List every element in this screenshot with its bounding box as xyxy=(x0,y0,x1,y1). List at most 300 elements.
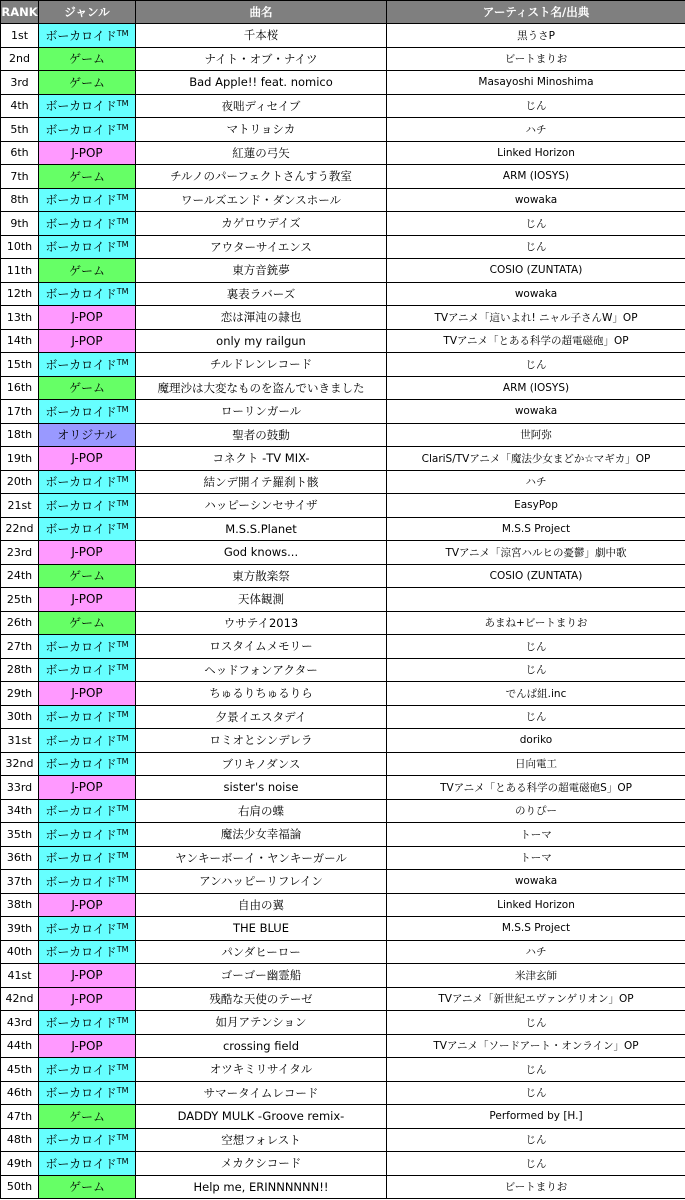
rank-cell: 18th xyxy=(1,423,39,447)
trademark-mark: TM xyxy=(116,287,129,297)
source-cell: じん xyxy=(387,705,685,729)
title-cell: ロミオとシンデレラ xyxy=(136,729,387,753)
rank-cell: 17th xyxy=(1,400,39,424)
genre-cell xyxy=(39,376,136,400)
genre-cell xyxy=(39,118,136,142)
genre-label: ゲーム xyxy=(68,569,105,584)
genre-cell xyxy=(39,611,136,635)
trademark-mark: TM xyxy=(116,663,129,673)
source-cell: ハチ xyxy=(387,470,685,494)
genre-label: ゲーム xyxy=(68,1109,105,1124)
table-row xyxy=(1,1152,685,1176)
source-cell: じん xyxy=(387,212,685,236)
title-cell: God knows... xyxy=(136,541,387,565)
table-row xyxy=(1,635,685,659)
genre-label: ゲーム xyxy=(68,263,105,278)
genre-cell xyxy=(39,940,136,964)
title-cell: 如月アテンション xyxy=(136,1011,387,1035)
genre-cell xyxy=(39,987,136,1011)
genre-label: ボーカロイド xyxy=(45,122,117,137)
genre-label: ボーカロイド xyxy=(45,921,117,936)
rank-cell: 8th xyxy=(1,188,39,212)
rank-cell: 42nd xyxy=(1,987,39,1011)
title-cell: マトリョシカ xyxy=(136,118,387,142)
rank-cell: 23rd xyxy=(1,541,39,565)
table-row xyxy=(1,729,685,753)
trademark-mark: TM xyxy=(116,710,129,720)
rank-cell: 39th xyxy=(1,917,39,941)
source-cell xyxy=(387,588,685,612)
trademark-mark: TM xyxy=(116,945,129,955)
table-row xyxy=(1,212,685,236)
source-cell: M.S.S Project xyxy=(387,917,685,941)
genre-cell xyxy=(39,259,136,283)
title-cell: sister's noise xyxy=(136,776,387,800)
source-cell: TVアニメ「這いよれ! ニャル子さんW」OP xyxy=(387,306,685,330)
source-cell: のりぴー xyxy=(387,799,685,823)
genre-cell xyxy=(39,1128,136,1152)
table-row xyxy=(1,1011,685,1035)
rank-cell: 33rd xyxy=(1,776,39,800)
rank-cell: 40th xyxy=(1,940,39,964)
trademark-mark: TM xyxy=(116,240,129,250)
source-cell: COSIO (ZUNTATA) xyxy=(387,259,685,283)
table-row xyxy=(1,658,685,682)
trademark-mark: TM xyxy=(116,874,129,884)
genre-cell xyxy=(39,1175,136,1199)
table-row xyxy=(1,564,685,588)
table-row xyxy=(1,940,685,964)
genre-label: J-POP xyxy=(71,686,103,701)
rank-cell: 20th xyxy=(1,470,39,494)
table-row xyxy=(1,188,685,212)
trademark-mark: TM xyxy=(116,1133,129,1143)
source-cell: Performed by [H.] xyxy=(387,1105,685,1129)
source-cell: wowaka xyxy=(387,870,685,894)
table-row xyxy=(1,964,685,988)
genre-cell xyxy=(39,188,136,212)
genre-cell xyxy=(39,306,136,330)
table-row xyxy=(1,517,685,541)
source-cell: あまね+ビートまりお xyxy=(387,611,685,635)
rank-cell: 50th xyxy=(1,1175,39,1199)
genre-cell xyxy=(39,423,136,447)
rank-cell: 34th xyxy=(1,799,39,823)
table-row xyxy=(1,1105,685,1129)
header-title: 曲名 xyxy=(136,1,387,24)
header-rank: RANK xyxy=(1,1,39,24)
source-cell: TVアニメ「とある科学の超電磁砲」OP xyxy=(387,329,685,353)
table-row xyxy=(1,1128,685,1152)
rank-cell: 29th xyxy=(1,682,39,706)
genre-label: J-POP xyxy=(71,897,103,912)
title-cell: パンダヒーロー xyxy=(136,940,387,964)
genre-cell xyxy=(39,776,136,800)
genre-cell xyxy=(39,917,136,941)
source-cell: wowaka xyxy=(387,188,685,212)
table-row xyxy=(1,1034,685,1058)
title-cell: ロスタイムメモリー xyxy=(136,635,387,659)
rank-cell: 25th xyxy=(1,588,39,612)
table-row xyxy=(1,917,685,941)
title-cell: ちゅるりちゅるりら xyxy=(136,682,387,706)
title-cell: オツキミリサイタル xyxy=(136,1058,387,1082)
rank-cell: 35th xyxy=(1,823,39,847)
source-cell: トーマ xyxy=(387,823,685,847)
rank-cell: 43rd xyxy=(1,1011,39,1035)
genre-label: ボーカロイド xyxy=(45,1015,117,1030)
title-cell: 魔法少女幸福論 xyxy=(136,823,387,847)
title-cell: ハッピーシンセサイザ xyxy=(136,494,387,518)
source-cell: じん xyxy=(387,235,685,259)
genre-cell xyxy=(39,1105,136,1129)
title-cell: アンハッピーリフレイン xyxy=(136,870,387,894)
genre-label: J-POP xyxy=(71,310,103,325)
title-cell: ローリンガール xyxy=(136,400,387,424)
source-cell: ハチ xyxy=(387,940,685,964)
source-cell: TVアニメ「涼宮ハルヒの憂鬱」劇中歌 xyxy=(387,541,685,565)
source-cell: EasyPop xyxy=(387,494,685,518)
genre-cell xyxy=(39,964,136,988)
genre-cell xyxy=(39,329,136,353)
source-cell: ビートまりお xyxy=(387,1175,685,1199)
table-row xyxy=(1,141,685,165)
trademark-mark: TM xyxy=(116,404,129,414)
table-row xyxy=(1,376,685,400)
genre-cell xyxy=(39,1081,136,1105)
title-cell: 東方散楽祭 xyxy=(136,564,387,588)
genre-label: ゲーム xyxy=(68,52,105,67)
source-cell: ビートまりお xyxy=(387,47,685,71)
genre-label: J-POP xyxy=(71,1038,103,1053)
rank-cell: 14th xyxy=(1,329,39,353)
rank-cell: 48th xyxy=(1,1128,39,1152)
genre-cell xyxy=(39,870,136,894)
trademark-mark: TM xyxy=(116,733,129,743)
source-cell: じん xyxy=(387,1058,685,1082)
source-cell: TVアニメ「新世紀エヴァンゲリオン」OP xyxy=(387,987,685,1011)
title-cell: 千本桜 xyxy=(136,24,387,48)
source-cell: Linked Horizon xyxy=(387,893,685,917)
rank-cell: 30th xyxy=(1,705,39,729)
title-cell: ブリキノダンス xyxy=(136,752,387,776)
genre-label: ゲーム xyxy=(68,1180,105,1195)
genre-label: ゲーム xyxy=(68,75,105,90)
table-row xyxy=(1,235,685,259)
table-row xyxy=(1,682,685,706)
title-cell: M.S.S.Planet xyxy=(136,517,387,541)
title-cell: 空想フォレスト xyxy=(136,1128,387,1152)
rank-cell: 41st xyxy=(1,964,39,988)
header-genre: ジャンル xyxy=(39,1,136,24)
trademark-mark: TM xyxy=(116,28,129,38)
genre-label: ボーカロイド xyxy=(45,287,117,302)
table-row xyxy=(1,353,685,377)
trademark-mark: TM xyxy=(116,522,129,532)
ranking-rows xyxy=(1,24,685,1199)
title-cell: サマータイムレコード xyxy=(136,1081,387,1105)
genre-cell xyxy=(39,752,136,776)
source-cell: じん xyxy=(387,1011,685,1035)
rank-cell: 21st xyxy=(1,494,39,518)
rank-cell: 3rd xyxy=(1,71,39,95)
genre-label: J-POP xyxy=(71,991,103,1006)
genre-cell xyxy=(39,682,136,706)
title-cell: 東方音銃夢 xyxy=(136,259,387,283)
genre-cell xyxy=(39,400,136,424)
genre-cell xyxy=(39,1152,136,1176)
genre-label: ボーカロイド xyxy=(45,216,117,231)
title-cell: ヤンキーボーイ・ヤンキーガール xyxy=(136,846,387,870)
genre-label: J-POP xyxy=(71,451,103,466)
genre-cell xyxy=(39,517,136,541)
trademark-mark: TM xyxy=(116,921,129,931)
genre-cell xyxy=(39,141,136,165)
table-row xyxy=(1,611,685,635)
source-cell: 世阿弥 xyxy=(387,423,685,447)
genre-label: ゲーム xyxy=(68,616,105,631)
genre-cell xyxy=(39,47,136,71)
source-cell: 日向電工 xyxy=(387,752,685,776)
trademark-mark: TM xyxy=(116,1062,129,1072)
source-cell: じん xyxy=(387,1081,685,1105)
genre-cell xyxy=(39,235,136,259)
title-cell: THE BLUE xyxy=(136,917,387,941)
genre-label: ボーカロイド xyxy=(45,1156,117,1171)
trademark-mark: TM xyxy=(116,1156,129,1166)
genre-label: ボーカロイド xyxy=(45,851,117,866)
title-cell: 残酷な天使のテーゼ xyxy=(136,987,387,1011)
rank-cell: 11th xyxy=(1,259,39,283)
genre-label: J-POP xyxy=(71,545,103,560)
rank-cell: 38th xyxy=(1,893,39,917)
rank-cell: 1st xyxy=(1,24,39,48)
rank-cell: 49th xyxy=(1,1152,39,1176)
genre-label: ゲーム xyxy=(68,169,105,184)
genre-cell xyxy=(39,588,136,612)
genre-label: J-POP xyxy=(71,968,103,983)
title-cell: メカクシコード xyxy=(136,1152,387,1176)
rank-cell: 37th xyxy=(1,870,39,894)
table-row xyxy=(1,705,685,729)
rank-cell: 4th xyxy=(1,94,39,118)
rank-cell: 36th xyxy=(1,846,39,870)
header-source: アーティスト名/出典 xyxy=(387,1,685,24)
table-row xyxy=(1,47,685,71)
title-cell: only my railgun xyxy=(136,329,387,353)
title-cell: ナイト・オブ・ナイツ xyxy=(136,47,387,71)
table-row xyxy=(1,71,685,95)
table-row xyxy=(1,893,685,917)
genre-label: ボーカロイド xyxy=(45,475,117,490)
title-cell: チルドレンレコード xyxy=(136,353,387,377)
genre-cell xyxy=(39,494,136,518)
title-cell: 結ンデ開イテ羅刹ト骸 xyxy=(136,470,387,494)
genre-label: ボーカロイド xyxy=(45,357,117,372)
table-row xyxy=(1,541,685,565)
source-cell: wowaka xyxy=(387,282,685,306)
trademark-mark: TM xyxy=(116,851,129,861)
source-cell: じん xyxy=(387,94,685,118)
genre-cell xyxy=(39,823,136,847)
title-cell: コネクト -TV MIX- xyxy=(136,447,387,471)
rank-cell: 26th xyxy=(1,611,39,635)
genre-label: ボーカロイド xyxy=(45,827,117,842)
trademark-mark: TM xyxy=(116,193,129,203)
rank-cell: 28th xyxy=(1,658,39,682)
genre-label: ボーカロイド xyxy=(45,240,117,255)
genre-label: J-POP xyxy=(71,592,103,607)
genre-label: ボーカロイド xyxy=(45,733,117,748)
trademark-mark: TM xyxy=(116,475,129,485)
genre-label: ボーカロイド xyxy=(45,99,117,114)
source-cell: じん xyxy=(387,635,685,659)
genre-label: ボーカロイド xyxy=(45,28,117,43)
title-cell: アウターサイエンス xyxy=(136,235,387,259)
rank-cell: 13th xyxy=(1,306,39,330)
title-cell: 魔理沙は大変なものを盗んでいきました xyxy=(136,376,387,400)
genre-label: ボーカロイド xyxy=(45,498,117,513)
genre-cell xyxy=(39,24,136,48)
rank-cell: 19th xyxy=(1,447,39,471)
table-row xyxy=(1,823,685,847)
trademark-mark: TM xyxy=(116,804,129,814)
trademark-mark: TM xyxy=(116,216,129,226)
rank-cell: 12th xyxy=(1,282,39,306)
genre-cell xyxy=(39,893,136,917)
table-row xyxy=(1,470,685,494)
rank-cell: 44th xyxy=(1,1034,39,1058)
genre-cell xyxy=(39,447,136,471)
table-row xyxy=(1,423,685,447)
source-cell: トーマ xyxy=(387,846,685,870)
title-cell: 夕景イエスタデイ xyxy=(136,705,387,729)
source-cell: じん xyxy=(387,1152,685,1176)
title-cell: 自由の翼 xyxy=(136,893,387,917)
genre-label: ゲーム xyxy=(68,381,105,396)
table-row xyxy=(1,259,685,283)
title-cell: crossing field xyxy=(136,1034,387,1058)
title-cell: 紅蓮の弓矢 xyxy=(136,141,387,165)
source-cell: ハチ xyxy=(387,118,685,142)
genre-cell xyxy=(39,658,136,682)
title-cell: ヘッドフォンアクター xyxy=(136,658,387,682)
genre-cell xyxy=(39,799,136,823)
table-row xyxy=(1,329,685,353)
table-row xyxy=(1,24,685,48)
trademark-mark: TM xyxy=(116,498,129,508)
genre-cell xyxy=(39,705,136,729)
genre-cell xyxy=(39,1034,136,1058)
trademark-mark: TM xyxy=(116,757,129,767)
source-cell: doriko xyxy=(387,729,685,753)
source-cell: でんぱ組.inc xyxy=(387,682,685,706)
title-cell: 恋は渾沌の隷也 xyxy=(136,306,387,330)
source-cell: wowaka xyxy=(387,400,685,424)
title-cell: カゲロウデイズ xyxy=(136,212,387,236)
title-cell: ゴーゴー幽霊船 xyxy=(136,964,387,988)
genre-label: ボーカロイド xyxy=(45,804,117,819)
genre-cell xyxy=(39,635,136,659)
table-row xyxy=(1,752,685,776)
rank-cell: 9th xyxy=(1,212,39,236)
genre-cell xyxy=(39,282,136,306)
source-cell: TVアニメ「とある科学の超電磁砲S」OP xyxy=(387,776,685,800)
source-cell: じん xyxy=(387,353,685,377)
source-cell: Linked Horizon xyxy=(387,141,685,165)
trademark-mark: TM xyxy=(116,1015,129,1025)
genre-cell xyxy=(39,212,136,236)
source-cell: M.S.S Project xyxy=(387,517,685,541)
genre-cell xyxy=(39,71,136,95)
genre-label: ボーカロイド xyxy=(45,522,117,537)
trademark-mark: TM xyxy=(116,1086,129,1096)
genre-cell xyxy=(39,541,136,565)
title-cell: 聖者の鼓動 xyxy=(136,423,387,447)
genre-label: ボーカロイド xyxy=(45,1086,117,1101)
source-cell: COSIO (ZUNTATA) xyxy=(387,564,685,588)
trademark-mark: TM xyxy=(116,122,129,132)
source-cell: ARM (IOSYS) xyxy=(387,376,685,400)
rank-cell: 31st xyxy=(1,729,39,753)
source-cell: 黒うさP xyxy=(387,24,685,48)
source-cell: ClariS/TVアニメ「魔法少女まどか☆マギカ」OP xyxy=(387,447,685,471)
genre-cell xyxy=(39,564,136,588)
genre-cell xyxy=(39,846,136,870)
source-cell: Masayoshi Minoshima xyxy=(387,71,685,95)
genre-label: J-POP xyxy=(71,145,103,160)
rank-cell: 32nd xyxy=(1,752,39,776)
rank-cell: 15th xyxy=(1,353,39,377)
genre-label: J-POP xyxy=(71,780,103,795)
genre-label: ボーカロイド xyxy=(45,193,117,208)
genre-label: ボーカロイド xyxy=(45,663,117,678)
title-cell: ワールズエンド・ダンスホール xyxy=(136,188,387,212)
genre-label: ボーカロイド xyxy=(45,874,117,889)
table-row xyxy=(1,282,685,306)
genre-cell xyxy=(39,470,136,494)
title-cell: Bad Apple!! feat. nomico xyxy=(136,71,387,95)
table-row xyxy=(1,118,685,142)
table-row xyxy=(1,306,685,330)
rank-cell: 24th xyxy=(1,564,39,588)
title-cell: 右肩の蝶 xyxy=(136,799,387,823)
genre-label: ボーカロイド xyxy=(45,404,117,419)
table-row xyxy=(1,1081,685,1105)
rank-cell: 2nd xyxy=(1,47,39,71)
table-row xyxy=(1,1058,685,1082)
table-row xyxy=(1,447,685,471)
rank-cell: 7th xyxy=(1,165,39,189)
trademark-mark: TM xyxy=(116,99,129,109)
table-row xyxy=(1,776,685,800)
table-row xyxy=(1,870,685,894)
genre-label: ボーカロイド xyxy=(45,945,117,960)
genre-label: ボーカロイド xyxy=(45,1133,117,1148)
table-row xyxy=(1,846,685,870)
genre-cell xyxy=(39,1011,136,1035)
title-cell: 天体観測 xyxy=(136,588,387,612)
rank-cell: 27th xyxy=(1,635,39,659)
genre-cell xyxy=(39,729,136,753)
source-cell: ARM (IOSYS) xyxy=(387,165,685,189)
title-cell: 裏表ラバーズ xyxy=(136,282,387,306)
rank-cell: 47th xyxy=(1,1105,39,1129)
trademark-mark: TM xyxy=(116,357,129,367)
genre-cell xyxy=(39,165,136,189)
rank-cell: 22nd xyxy=(1,517,39,541)
table-row xyxy=(1,400,685,424)
